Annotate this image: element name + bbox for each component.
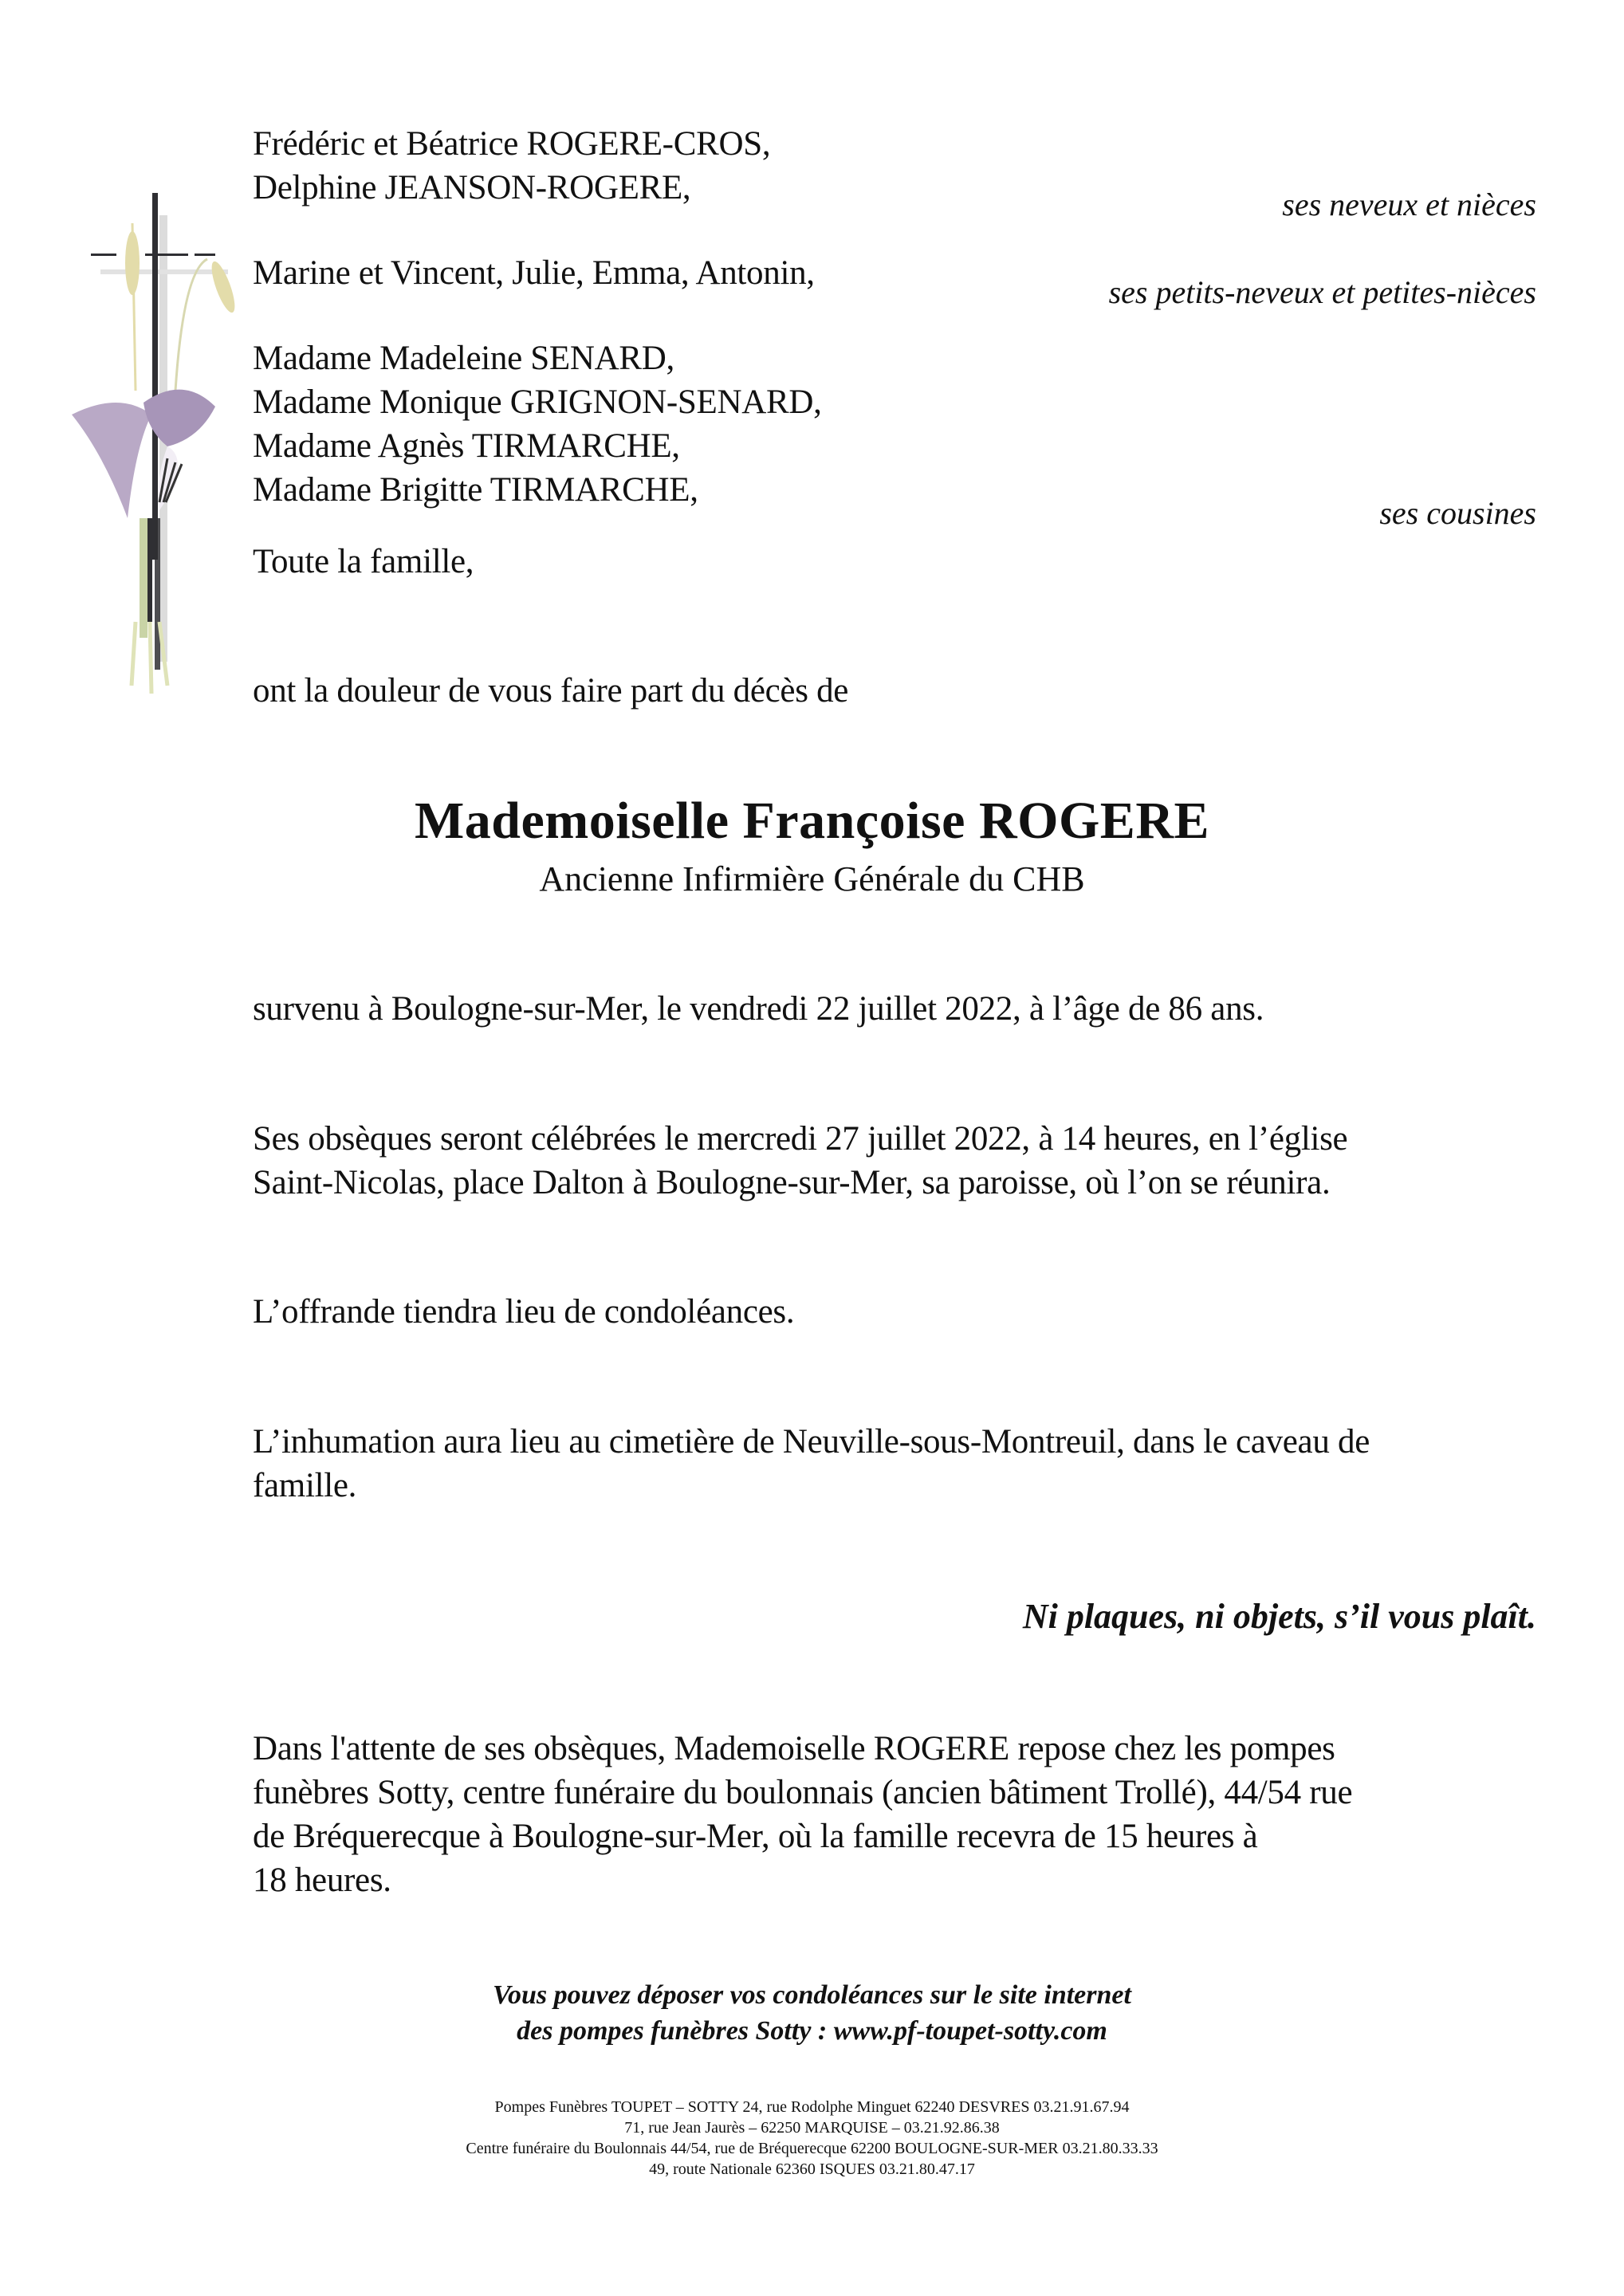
footer-line: 49, route Nationale 62360 ISQUES 03.21.80.47.17	[649, 2160, 975, 2178]
footer-line: 71, rue Jean Jaurès – 62250 MARQUISE – 03.21.92.86.38	[624, 2119, 1000, 2137]
family-line: Madame Agnès TIRMARCHE,	[253, 427, 680, 465]
family-line: Madame Madeleine SENARD,	[253, 340, 674, 377]
offering-paragraph: L’offrande tiendra lieu de condoléances.	[253, 1293, 795, 1331]
condolences-line: Vous pouvez déposer vos condoléances sur le site internet	[493, 1980, 1131, 2010]
funeral-line: Ses obsèques seront célébrées le mercredi 27 juillet 2022, à 14 heures, en l’église	[253, 1120, 1348, 1158]
resting-line: 18 heures.	[253, 1862, 391, 1899]
relation-neveux: ses neveux et nièces	[1282, 187, 1536, 222]
resting-line: de Bréquerecque à Boulogne-sur-Mer, où la famille recevra de 15 heures à	[253, 1818, 1258, 1855]
funeral-line: Saint-Nicolas, place Dalton à Boulogne-sur-Mer, sa paroisse, où l’on se réunira.	[253, 1164, 1331, 1201]
burial-line: L’inhumation aura lieu au cimetière de Neuville-sous-Montreuil, dans le caveau de	[253, 1423, 1370, 1461]
condolences-website[interactable]: des pompes funèbres Sotty : www.pf-toupet-sotty.com	[517, 2016, 1107, 2046]
resting-line: funèbres Sotty, centre funéraire du boulonnais (ancien bâtiment Trollé), 44/54 rue	[253, 1774, 1353, 1811]
resting-line: Dans l'attente de ses obsèques, Mademoiselle ROGERE repose chez les pompes	[253, 1730, 1335, 1767]
relation-petits-neveux: ses petits-neveux et petites-nièces	[1108, 274, 1536, 310]
burial-line: famille.	[253, 1467, 357, 1504]
deceased-title: Ancienne Infirmière Générale du CHB	[539, 859, 1085, 898]
family-line: Madame Monique GRIGNON-SENARD,	[253, 383, 822, 421]
family-line: Frédéric et Béatrice ROGERE-CROS,	[253, 125, 771, 163]
announcement: ont la douleur de vous faire part du décès de	[253, 672, 849, 710]
no-plaques-notice: Ni plaques, ni objets, s’il vous plaît.	[1022, 1597, 1536, 1636]
death-paragraph: survenu à Boulogne-sur-Mer, le vendredi 22 juillet 2022, à l’âge de 86 ans.	[253, 990, 1264, 1028]
deceased-name: Mademoiselle Françoise ROGERE	[414, 792, 1210, 850]
family-line: Madame Brigitte TIRMARCHE,	[253, 471, 698, 509]
footer-line: Centre funéraire du Boulonnais 44/54, rue de Bréquerecque 62200 BOULOGNE-SUR-MER 03.21.80.33.33	[466, 2140, 1158, 2157]
cross-lily-wheat-icon	[48, 175, 255, 702]
footer-line: Pompes Funèbres TOUPET – SOTTY 24, rue Rodolphe Minguet 62240 DESVRES 03.21.91.67.94	[494, 2098, 1130, 2116]
family-line: Toute la famille,	[253, 543, 474, 580]
relation-cousines: ses cousines	[1379, 495, 1536, 531]
family-line: Marine et Vincent, Julie, Emma, Antonin,	[253, 254, 815, 292]
family-line: Delphine JEANSON-ROGERE,	[253, 169, 691, 206]
